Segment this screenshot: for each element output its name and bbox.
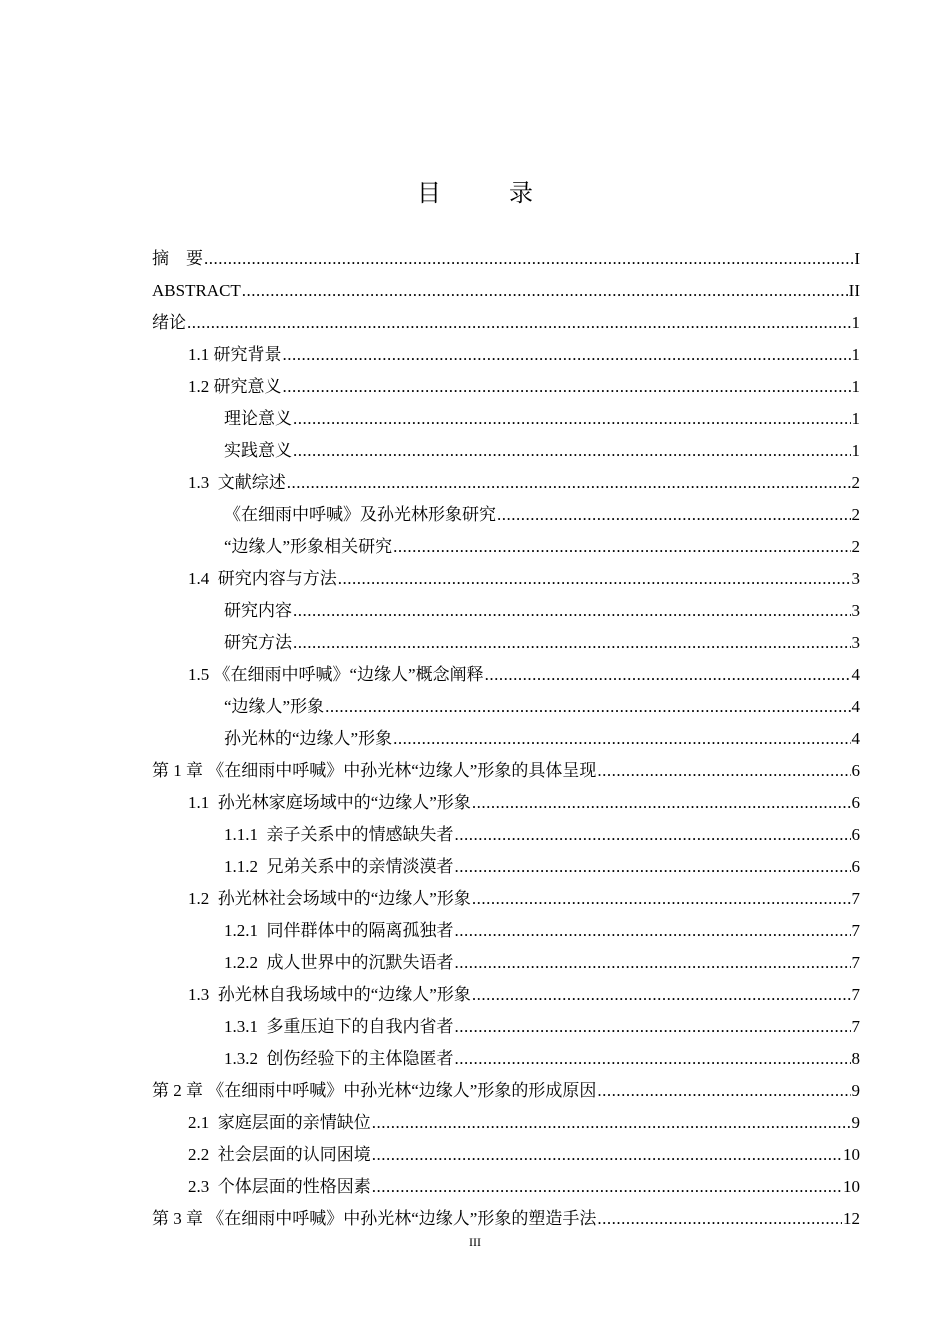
toc-entry-page: 3 [851, 633, 860, 652]
toc-entry-label: 1.2.2 成人世界中的沉默失语者 [224, 953, 454, 972]
toc-entry-page: 7 [851, 889, 860, 908]
toc-entry-label: 1.1.2 兄弟关系中的亲情淡漠者 [224, 857, 454, 876]
toc-entry[interactable] [152, 883, 860, 915]
toc-leader-dots [187, 307, 851, 339]
toc-entry-label: 1.2 孙光林社会场域中的“边缘人”形象 [188, 889, 471, 908]
toc-entry-label: 摘 要 [152, 249, 203, 268]
toc-entry-label: 研究内容 [224, 601, 292, 620]
toc-entry-label: 1.3 文献综述 [188, 473, 286, 492]
toc-leader-dots [372, 1171, 842, 1203]
toc-leader-dots [204, 243, 853, 275]
toc-entry-label: 2.2 社会层面的认同困境 [188, 1145, 371, 1164]
toc-leader-dots [485, 659, 851, 691]
toc-entry[interactable] [152, 1203, 860, 1235]
toc-entry[interactable] [152, 979, 860, 1011]
toc-entry-label: 1.1.1 亲子关系中的情感缺失者 [224, 825, 454, 844]
toc-entry-page: 4 [851, 729, 860, 748]
toc-entry-label: 第 1 章 《在细雨中呼喊》中孙光林“边缘人”形象的具体呈现 [152, 761, 597, 780]
toc-entry-page: 9 [851, 1113, 860, 1132]
toc-entry-label: 绪论 [152, 313, 186, 332]
toc-entry-label: 1.2 研究意义 [188, 377, 282, 396]
toc-entry-page: 7 [851, 953, 860, 972]
toc-leader-dots [597, 1203, 842, 1235]
toc-entry-page: I [854, 249, 860, 268]
toc-entry-page: 10 [843, 1145, 860, 1164]
toc-entry-page: 12 [843, 1209, 860, 1228]
toc-entry-label: 《在细雨中呼喊》及孙光林形象研究 [224, 505, 496, 524]
toc-leader-dots [283, 339, 851, 371]
toc-leader-dots [287, 467, 851, 499]
toc-entry-page: 6 [851, 761, 860, 780]
toc-entry[interactable] [152, 435, 860, 467]
toc-entry[interactable] [152, 1011, 860, 1043]
toc-entry-page: 9 [851, 1081, 860, 1100]
toc-entry[interactable] [152, 1075, 860, 1107]
toc-entry-label: 2.1 家庭层面的亲情缺位 [188, 1113, 371, 1132]
toc-entry[interactable] [152, 243, 860, 275]
toc-leader-dots [597, 1075, 850, 1107]
toc-entry[interactable] [152, 1043, 860, 1075]
toc-entry[interactable] [152, 563, 860, 595]
toc-leader-dots [293, 627, 851, 659]
toc-leader-dots [372, 1107, 851, 1139]
toc-leader-dots [455, 819, 851, 851]
toc-entry-label: 理论意义 [224, 409, 292, 428]
toc-entry-label: 2.3 个体层面的性格因素 [188, 1177, 371, 1196]
toc-leader-dots [497, 499, 851, 531]
toc-leader-dots [293, 435, 851, 467]
toc-entry[interactable] [152, 627, 860, 659]
toc-entry-label: 研究方法 [224, 633, 292, 652]
toc-entry[interactable] [152, 403, 860, 435]
toc-entry-page: 10 [843, 1177, 860, 1196]
toc-entry-page: 4 [851, 665, 860, 684]
toc-leader-dots [283, 371, 851, 403]
toc-entry[interactable] [152, 339, 860, 371]
toc-entry[interactable] [152, 723, 860, 755]
toc-entry[interactable] [152, 1171, 860, 1203]
toc-entry[interactable] [152, 499, 860, 531]
toc-leader-dots [472, 883, 851, 915]
toc-leader-dots [472, 787, 851, 819]
toc-entry-label: 实践意义 [224, 441, 292, 460]
toc-entry[interactable] [152, 1139, 860, 1171]
toc-entry-page: 7 [851, 1017, 860, 1036]
toc-leader-dots [597, 755, 850, 787]
toc-entry-label: 孙光林的“边缘人”形象 [224, 729, 393, 748]
toc-entry-label: 1.2.1 同伴群体中的隔离孤独者 [224, 921, 454, 940]
toc-entry-label: ABSTRACT [152, 281, 241, 300]
toc-entry-label: 1.3.1 多重压迫下的自我内省者 [224, 1017, 454, 1036]
toc-entry[interactable] [152, 819, 860, 851]
page-title: 目 录 [417, 181, 555, 207]
toc-entry[interactable] [152, 851, 860, 883]
table-of-contents [152, 243, 860, 1235]
toc-entry[interactable] [152, 467, 860, 499]
toc-entry-label: 1.4 研究内容与方法 [188, 569, 337, 588]
toc-entry-page: 6 [851, 857, 860, 876]
toc-entry-label: 1.5 《在细雨中呼喊》“边缘人”概念阐释 [188, 665, 484, 684]
toc-entry[interactable] [152, 1107, 860, 1139]
toc-entry-page: 7 [851, 985, 860, 1004]
toc-entry-page: 2 [851, 473, 860, 492]
toc-entry-page: 8 [851, 1049, 860, 1068]
toc-entry[interactable] [152, 915, 860, 947]
page-number-footer: III [469, 1235, 481, 1249]
toc-entry-page: 3 [851, 601, 860, 620]
toc-entry-page: 1 [851, 377, 860, 396]
toc-entry[interactable] [152, 307, 860, 339]
toc-entry-label: 1.1 孙光林家庭场域中的“边缘人”形象 [188, 793, 471, 812]
toc-leader-dots [455, 1043, 851, 1075]
toc-entry[interactable] [152, 531, 860, 563]
toc-entry-page: 2 [851, 505, 860, 524]
toc-entry-page: 1 [851, 313, 860, 332]
toc-entry[interactable] [152, 787, 860, 819]
toc-entry-page: 3 [851, 569, 860, 588]
toc-entry-label: 第 3 章 《在细雨中呼喊》中孙光林“边缘人”形象的塑造手法 [152, 1209, 597, 1228]
toc-entry[interactable] [152, 947, 860, 979]
toc-leader-dots [455, 947, 851, 979]
toc-entry-label: 1.1 研究背景 [188, 345, 282, 364]
toc-leader-dots [472, 979, 851, 1011]
toc-leader-dots [325, 691, 850, 723]
toc-entry-page: 6 [851, 793, 860, 812]
toc-leader-dots [455, 915, 851, 947]
toc-entry-page: 1 [851, 409, 860, 428]
toc-entry[interactable] [152, 659, 860, 691]
toc-entry-label: 第 2 章 《在细雨中呼喊》中孙光林“边缘人”形象的形成原因 [152, 1081, 597, 1100]
toc-entry[interactable] [152, 275, 860, 307]
toc-entry-label: “边缘人”形象 [224, 697, 325, 716]
toc-entry-page: 1 [851, 441, 860, 460]
toc-entry[interactable] [152, 755, 860, 787]
toc-leader-dots [293, 595, 851, 627]
toc-leader-dots [293, 403, 851, 435]
toc-entry-page: 6 [851, 825, 860, 844]
toc-leader-dots [393, 723, 850, 755]
toc-entry-page: 2 [851, 537, 860, 556]
toc-entry-label: “边缘人”形象相关研究 [224, 537, 393, 556]
toc-leader-dots [455, 1011, 851, 1043]
toc-leader-dots [338, 563, 851, 595]
toc-entry-page: 1 [851, 345, 860, 364]
toc-entry-page: II [848, 281, 860, 300]
toc-entry-page: 7 [851, 921, 860, 940]
toc-leader-dots [455, 851, 851, 883]
toc-leader-dots [242, 275, 848, 307]
toc-entry-label: 1.3 孙光林自我场域中的“边缘人”形象 [188, 985, 471, 1004]
toc-entry[interactable] [152, 595, 860, 627]
toc-entry-label: 1.3.2 创伤经验下的主体隐匿者 [224, 1049, 454, 1068]
toc-leader-dots [372, 1139, 842, 1171]
toc-entry-page: 4 [851, 697, 860, 716]
toc-leader-dots [393, 531, 850, 563]
toc-entry[interactable] [152, 371, 860, 403]
toc-entry[interactable] [152, 691, 860, 723]
